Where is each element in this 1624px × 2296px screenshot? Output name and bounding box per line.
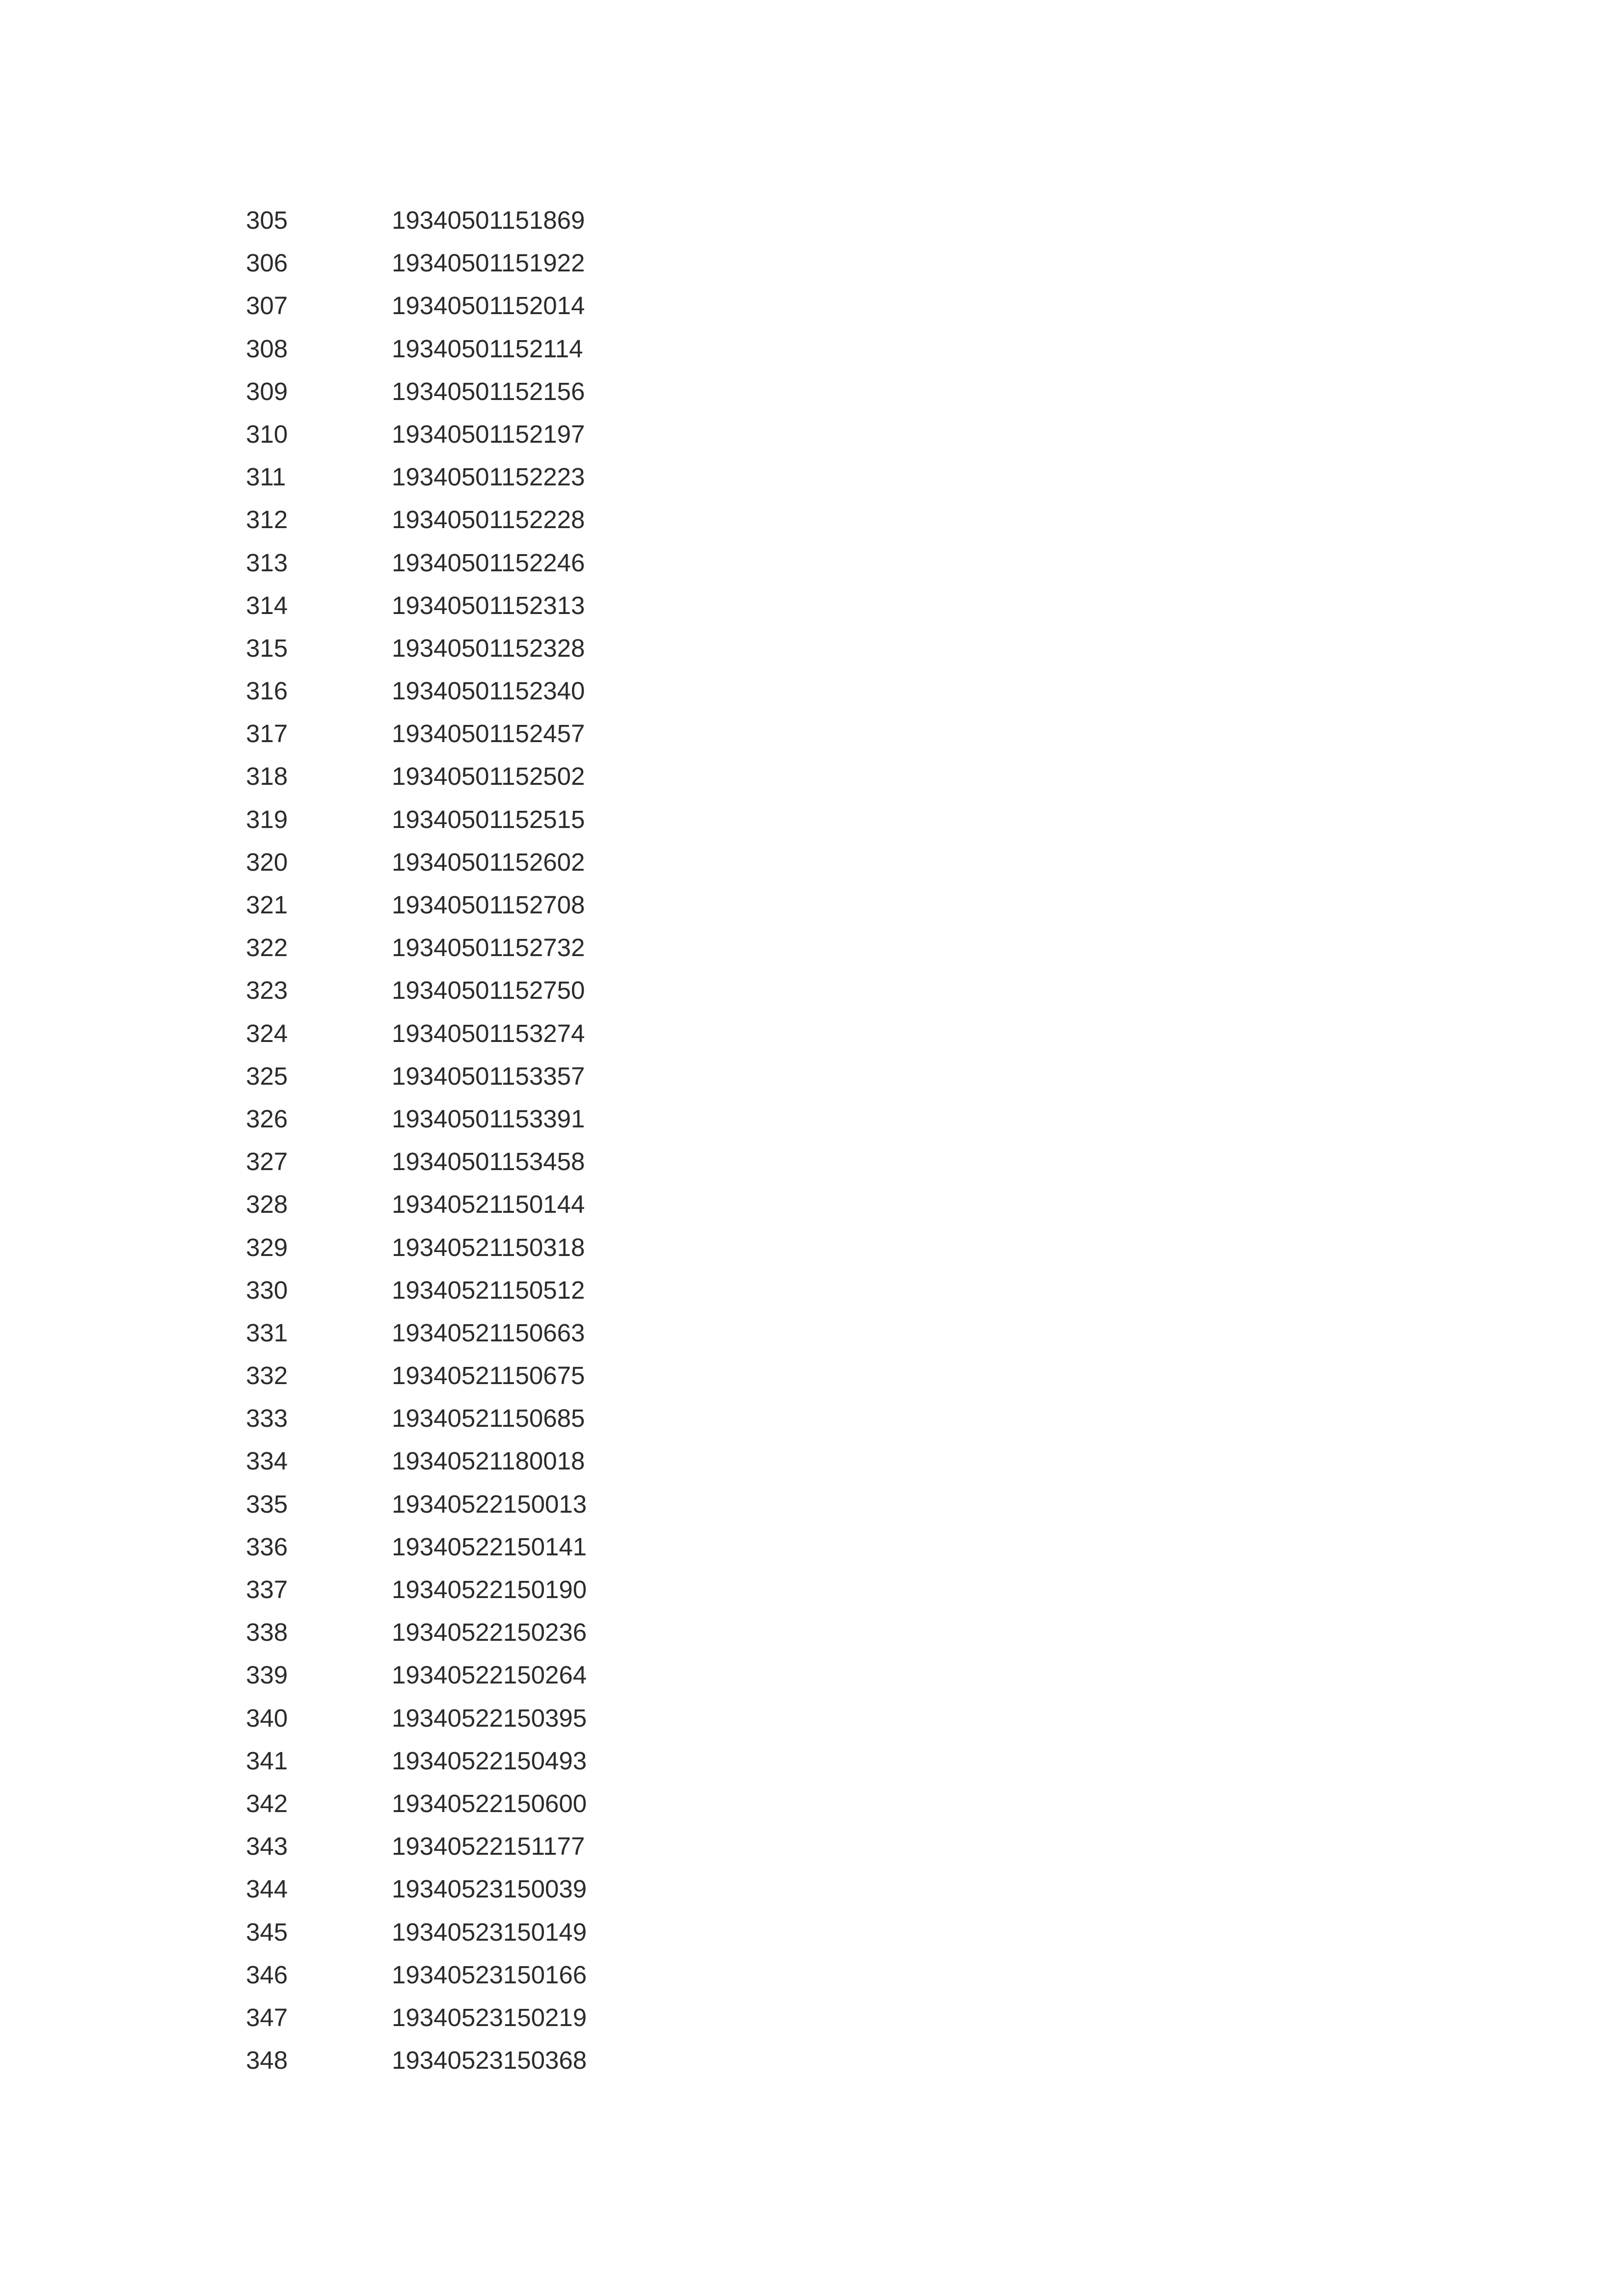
record-number: 19340501152515 <box>392 805 585 833</box>
record-row <box>246 1440 688 1482</box>
record-index: 305 <box>246 206 288 234</box>
record-number: 19340523150039 <box>392 1875 587 1903</box>
record-index: 314 <box>246 591 288 619</box>
record-number: 19340501152114 <box>392 334 583 363</box>
record-row <box>246 1354 688 1397</box>
record-index: 324 <box>246 1019 288 1047</box>
record-index: 312 <box>246 506 288 534</box>
record-index: 344 <box>246 1875 288 1903</box>
record-number: 19340523150219 <box>392 2003 587 2031</box>
record-index: 329 <box>246 1233 288 1261</box>
record-number: 19340501152228 <box>392 506 585 534</box>
record-row <box>246 541 688 584</box>
record-index: 330 <box>246 1276 288 1304</box>
record-number: 19340522150236 <box>392 1618 587 1647</box>
record-number: 19340521150318 <box>392 1233 585 1261</box>
record-row <box>246 455 688 498</box>
record-index: 338 <box>246 1618 288 1647</box>
record-index: 321 <box>246 891 288 919</box>
record-number: 19340501152246 <box>392 548 585 577</box>
record-index: 309 <box>246 377 288 405</box>
record-row <box>246 798 688 841</box>
record-number: 19340522150600 <box>392 1789 587 1817</box>
record-number: 19340501153458 <box>392 1148 585 1176</box>
record-number: 19340522150013 <box>392 1490 587 1518</box>
record-number: 19340501152156 <box>392 377 585 405</box>
record-row <box>246 1996 688 2039</box>
record-row <box>246 1739 688 1782</box>
record-index: 317 <box>246 720 288 748</box>
record-index: 316 <box>246 677 288 705</box>
record-index: 310 <box>246 420 288 448</box>
record-row <box>246 1483 688 1525</box>
record-number: 19340501152197 <box>392 420 585 448</box>
record-index: 306 <box>246 249 288 277</box>
record-row <box>246 327 688 370</box>
record-number: 19340522150493 <box>392 1746 587 1775</box>
record-index: 340 <box>246 1704 288 1732</box>
record-number: 19340523150368 <box>392 2046 587 2075</box>
record-row <box>246 1568 688 1611</box>
record-index: 339 <box>246 1661 288 1689</box>
record-number: 19340501152457 <box>392 720 585 748</box>
record-number: 19340523150166 <box>392 1960 587 1989</box>
record-number: 19340522150141 <box>392 1532 587 1561</box>
record-row <box>246 1097 688 1140</box>
record-index: 348 <box>246 2046 288 2075</box>
record-row <box>246 1012 688 1055</box>
record-row <box>246 712 688 755</box>
record-number: 19340501152602 <box>392 848 585 876</box>
record-number: 19340501152750 <box>392 976 585 1005</box>
record-index: 341 <box>246 1746 288 1775</box>
record-row <box>246 926 688 969</box>
record-row <box>246 1697 688 1739</box>
record-number: 19340501152340 <box>392 677 585 705</box>
record-number: 19340501153391 <box>392 1104 585 1133</box>
record-number: 19340501152328 <box>392 634 585 662</box>
record-number: 19340501152223 <box>392 463 585 491</box>
record-row <box>246 1269 688 1311</box>
record-index: 318 <box>246 762 288 791</box>
record-number: 19340523150149 <box>392 1918 587 1946</box>
record-row <box>246 1654 688 1696</box>
record-row <box>246 1183 688 1226</box>
record-index: 347 <box>246 2003 288 2031</box>
record-number: 19340522150190 <box>392 1575 587 1603</box>
record-list <box>246 199 688 2082</box>
record-index: 327 <box>246 1148 288 1176</box>
record-row <box>246 1868 688 1910</box>
record-row <box>246 969 688 1012</box>
record-index: 336 <box>246 1532 288 1561</box>
record-row <box>246 1911 688 1953</box>
record-row <box>246 413 688 455</box>
record-index: 308 <box>246 334 288 363</box>
record-index: 345 <box>246 1918 288 1946</box>
record-number: 19340501152732 <box>392 934 585 962</box>
record-index: 337 <box>246 1575 288 1603</box>
record-number: 19340522151177 <box>392 1832 585 1861</box>
record-index: 326 <box>246 1104 288 1133</box>
record-number: 19340521180018 <box>392 1447 585 1475</box>
record-index: 332 <box>246 1362 288 1390</box>
record-row <box>246 1525 688 1568</box>
record-row <box>246 1611 688 1654</box>
record-number: 19340501152313 <box>392 591 585 619</box>
record-row <box>246 1140 688 1183</box>
record-number: 19340501152502 <box>392 762 585 791</box>
record-row <box>246 669 688 712</box>
record-index: 320 <box>246 848 288 876</box>
record-number: 19340501151869 <box>392 206 585 234</box>
record-number: 19340501152708 <box>392 891 585 919</box>
record-number: 19340501153357 <box>392 1062 585 1090</box>
record-row <box>246 883 688 926</box>
record-index: 335 <box>246 1490 288 1518</box>
record-row <box>246 1311 688 1354</box>
record-row <box>246 241 688 284</box>
record-index: 331 <box>246 1318 288 1347</box>
record-row <box>246 1055 688 1097</box>
record-number: 19340521150663 <box>392 1318 585 1347</box>
record-row <box>246 841 688 883</box>
record-row <box>246 2039 688 2082</box>
record-index: 319 <box>246 805 288 833</box>
record-number: 19340521150675 <box>392 1362 585 1390</box>
record-index: 315 <box>246 634 288 662</box>
record-index: 343 <box>246 1832 288 1861</box>
record-row <box>246 1782 688 1825</box>
record-index: 322 <box>246 934 288 962</box>
record-index: 328 <box>246 1190 288 1219</box>
record-number: 19340521150144 <box>392 1190 585 1219</box>
record-index: 325 <box>246 1062 288 1090</box>
record-row <box>246 199 688 241</box>
record-index: 334 <box>246 1447 288 1475</box>
record-row <box>246 755 688 798</box>
record-row <box>246 498 688 541</box>
record-row <box>246 370 688 413</box>
record-number: 19340522150264 <box>392 1661 587 1689</box>
record-number: 19340501152014 <box>392 292 585 320</box>
record-number: 19340522150395 <box>392 1704 587 1732</box>
record-index: 323 <box>246 976 288 1005</box>
record-row <box>246 1953 688 1996</box>
record-row <box>246 1825 688 1868</box>
record-index: 342 <box>246 1789 288 1817</box>
record-index: 307 <box>246 292 288 320</box>
record-number: 19340521150512 <box>392 1276 585 1304</box>
record-number: 19340501153274 <box>392 1019 585 1047</box>
record-row <box>246 284 688 327</box>
record-row <box>246 584 688 627</box>
record-number: 19340501151922 <box>392 249 585 277</box>
record-row <box>246 627 688 669</box>
record-index: 333 <box>246 1404 288 1433</box>
record-number: 19340521150685 <box>392 1404 585 1433</box>
record-row <box>246 1226 688 1269</box>
record-row <box>246 1397 688 1440</box>
record-index: 313 <box>246 548 288 577</box>
record-index: 346 <box>246 1960 288 1989</box>
record-index: 311 <box>246 463 286 491</box>
